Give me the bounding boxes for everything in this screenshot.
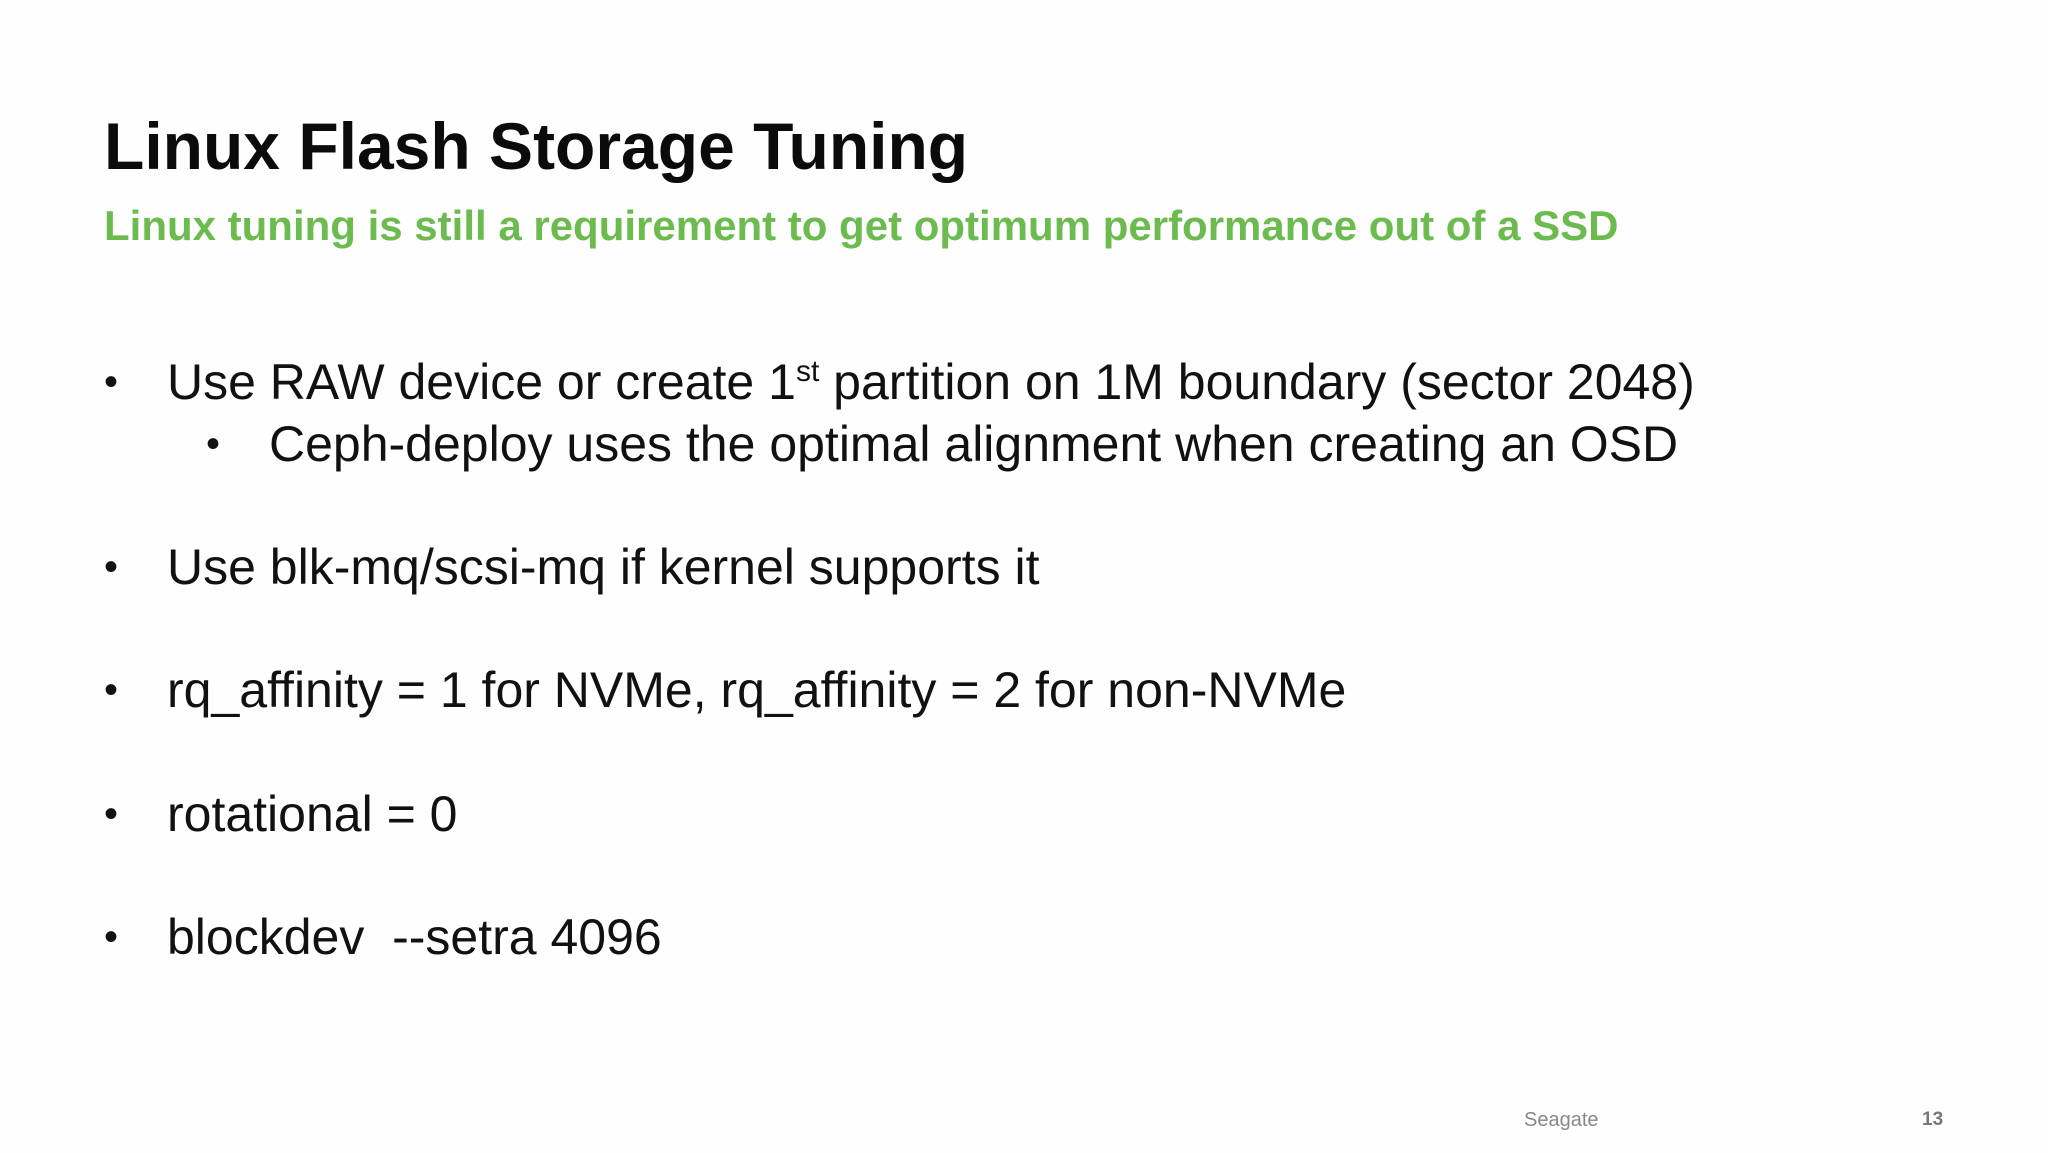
- bullet-dot: •: [104, 915, 119, 959]
- bullet-text: rq_affinity = 1 for NVMe, rq_affinity = 2 for non-NVMe: [167, 662, 1347, 718]
- slide-title: Linux Flash Storage Tuning: [104, 109, 969, 183]
- footer-brand: Seagate: [1524, 1109, 1599, 1131]
- bullet-dot: •: [104, 792, 119, 836]
- bullet-text: blockdev --setra 4096: [167, 909, 662, 965]
- page-number: 13: [1922, 1109, 1944, 1130]
- bullet-text-part: Use RAW device or create 1: [167, 354, 796, 410]
- superscript: st: [795, 355, 820, 388]
- bullet-dot: •: [206, 422, 221, 466]
- bullet-text: rotational = 0: [167, 786, 458, 842]
- bullet-dot: •: [104, 360, 119, 404]
- bullet-text: [167, 352, 1695, 412]
- bullet-text: Use blk-mq/scsi-mq if kernel supports it: [167, 539, 1040, 595]
- bullet-text: Ceph-deploy uses the optimal alignment when creating an OSD: [269, 416, 1679, 472]
- bullet-dot: •: [104, 545, 119, 589]
- bullet-text-part: partition on 1M boundary (sector 2048): [819, 354, 1695, 410]
- bullet-dot: •: [104, 668, 119, 712]
- slide-subtitle: Linux tuning is still a requirement to get optimum performance out of a SSD: [104, 202, 1619, 249]
